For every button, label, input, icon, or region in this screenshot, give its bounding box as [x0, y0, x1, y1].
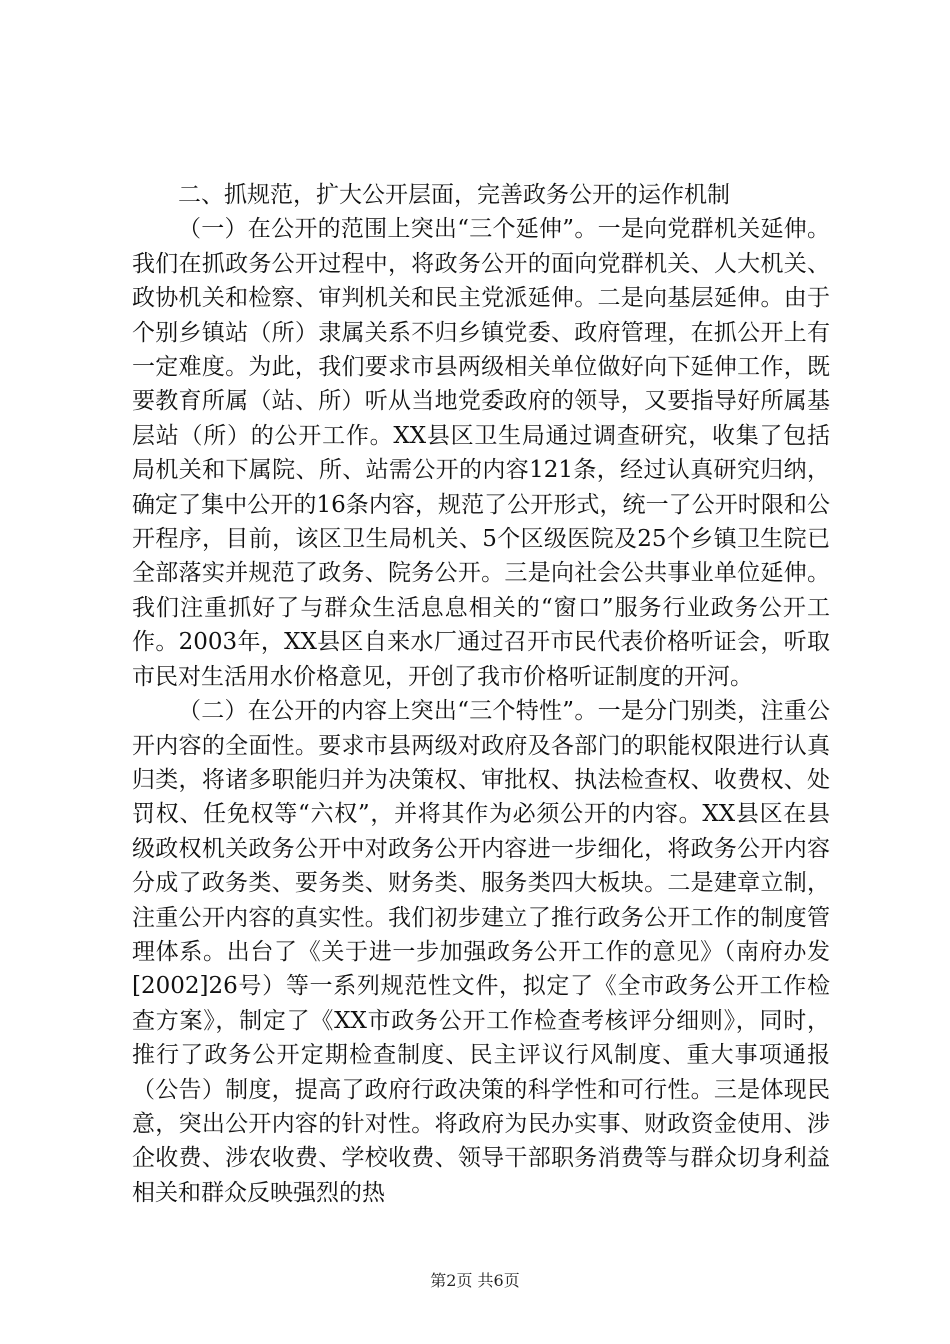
section-heading: 二、抓规范，扩大公开层面，完善政务公开的运作机制: [178, 182, 730, 208]
document-body: [132, 178, 830, 1210]
paragraph-2: （二）在公开的内容上突出“三个特性”。一是分门别类，注重公开内容的全面性。要求市县两级对政府及各部门的职能权限进行认真归类，将诸多职能归并为决策权、审批权、执法检查权、收费权、处罚权、任免权等“六权”，并将其作为必须公开的内容。XX县区在县级政权机关政务公开中对政务公开内容进一步细化，将政务公开内容分成了政务类、要务类、财务类、服务类四大板块。二是建章立制，注重公开内容的真实性。我们初步建立了推行政务公开工作的制度管理体系。出台了《关于进一步加强政务公开工作的意见》（南府办发[2002]26号）等一系列规范性文件，拟定了《全市政务公开工作检查方案》，制定了《XX市政务公开工作检查考核评分细则》，同时，推行了政务公开定期检查制度、民主评议行风制度、重大事项通报（公告）制度，提高了政府行政决策的科学性和可行性。三是体现民意，突出公开内容的针对性。将政府为民办实事、财政资金使用、涉企收费、涉农收费、学校收费、领导干部职务消费等与群众切身利益相关和群众反映强烈的热: [132, 698, 830, 1206]
paragraph-1: （一）在公开的范围上突出“三个延伸”。一是向党群机关延伸。我们在抓政务公开过程中，将政务公开的面向党群机关、人大机关、政协机关和检察、审判机关和民主党派延伸。二是向基层延伸。由于个别乡镇站（所）隶属关系不归乡镇党委、政府管理，在抓公开上有一定难度。为此，我们要求市县两级相关单位做好向下延伸工作，既要教育所属（站、所）听从当地党委政府的领导，又要指导好所属基层站（所）的公开工作。XX县区卫生局通过调查研究，收集了包括局机关和下属院、所、站需公开的内容121条，经过认真研究归纳，确定了集中公开的16条内容，规范了公开形式，统一了公开时限和公开程序，目前，该区卫生局机关、5个区级医院及25个乡镇卫生院已全部落实并规范了政务、院务公开。三是向社会公共事业单位延伸。我们注重抓好了与群众生活息息相关的“窗口”服务行业政务公开工作。2003年，XX县区自来水厂通过召开市民代表价格听证会，听取市民对生活用水价格意见，开创了我市价格听证制度的开河。: [132, 216, 830, 690]
page-footer: 第2页 共6页: [430, 1271, 520, 1290]
